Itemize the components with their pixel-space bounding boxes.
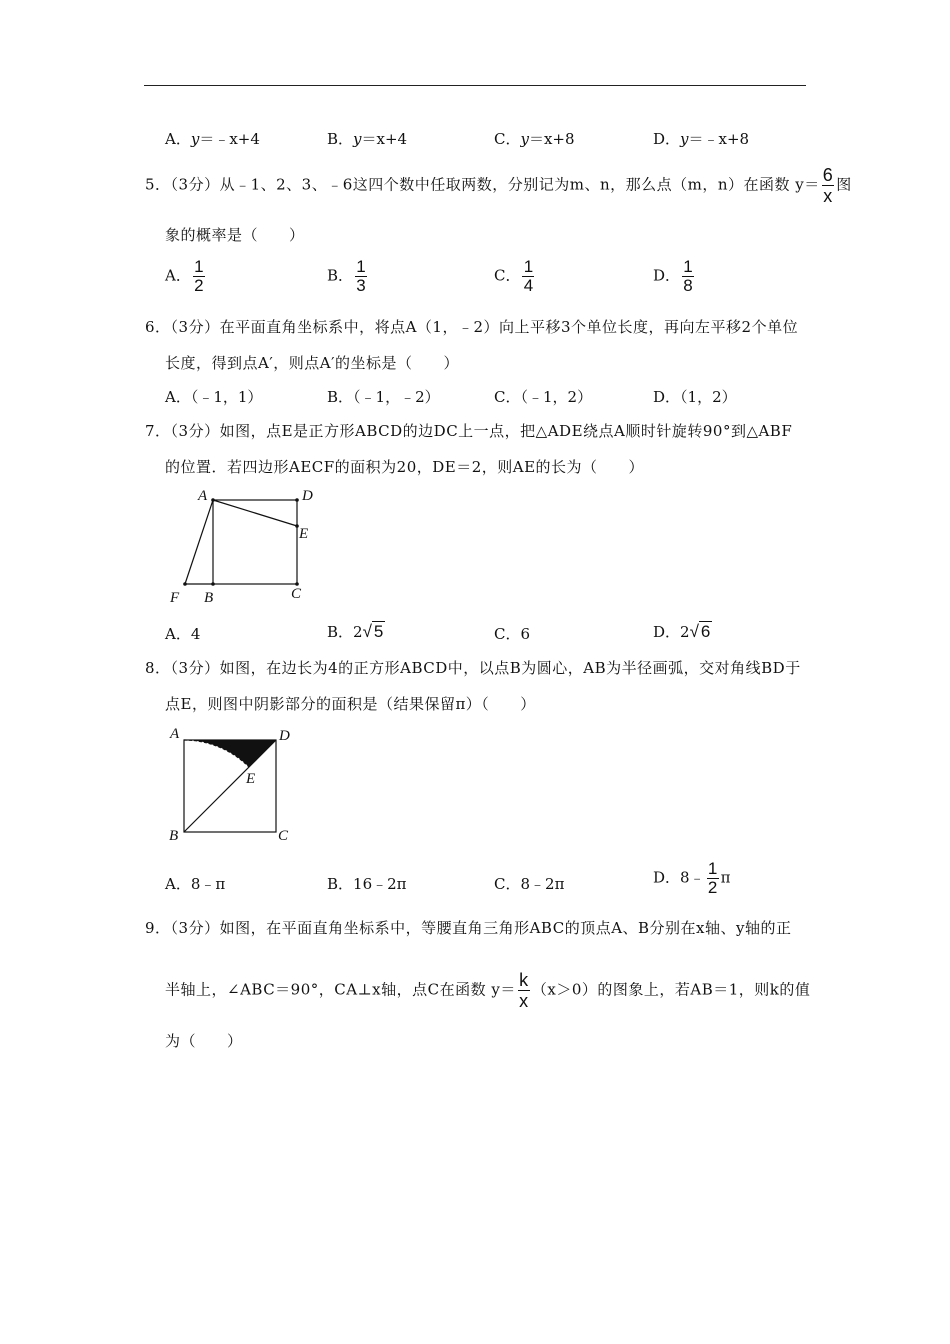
q7-stem-line2: 的位置．若四边形AECF的面积为20，DE＝2，则AE的长为（ ）: [165, 458, 645, 476]
q8-option-a[interactable]: A．8﹣π: [165, 875, 226, 893]
q5-option-a[interactable]: A． $\frac{1}{2}$: [165, 257, 204, 295]
q7-segment-af: [185, 500, 213, 584]
q5-option-a-fraction: $\frac{1}{2}$: [194, 257, 204, 295]
q7-segment-ae: [213, 500, 297, 526]
q9-stem-line2: 半轴上，∠ABC＝90°，CA⊥x轴，点C在函数 y＝ $\frac{k}{x}$ （x＞0）的图象上，若AB＝1，则k的值: [165, 970, 811, 1011]
q7-stem-line1: 7．（3分）如图，点E是正方形ABCD的边DC上一点，把△ADE绕点A顺时针旋转90°到△ABF: [145, 422, 793, 440]
q8-option-d[interactable]: D．8﹣ $\frac{1}{2}$ π: [653, 859, 731, 897]
q8-option-c[interactable]: C．8﹣2π: [494, 875, 565, 893]
q4-option-d[interactable]: D．y＝﹣x+8: [653, 130, 750, 148]
q5-option-b[interactable]: B． $\frac{1}{3}$: [327, 257, 366, 295]
q9-stem-line3: 为（ ）: [165, 1032, 243, 1050]
q8-label-c: C: [278, 828, 289, 844]
q8-stem-line1: 8．（3分）如图，在边长为4的正方形ABCD中，以点B为圆心，AB为半径画弧，交对角线BD于: [145, 659, 801, 677]
header-rule: [144, 85, 806, 86]
q8-label-a: A: [170, 726, 180, 742]
q7-label-e: E: [299, 526, 309, 542]
q7-label-a: A: [198, 488, 208, 504]
q4-option-c[interactable]: C．y＝x+8: [494, 130, 575, 148]
sqrt-symbol: √ 5: [362, 622, 384, 641]
q6-stem-line2: 长度，得到点A′，则点A′的坐标是（ ）: [165, 354, 459, 372]
q5-function-fraction: $\frac{6}{x}$: [822, 165, 834, 206]
q8-label-d: D: [279, 728, 290, 744]
q6-option-b[interactable]: B．（﹣1，﹣2）: [327, 388, 440, 406]
q8-option-d-fraction: $\frac{1}{2}$: [707, 859, 718, 897]
q8-option-b[interactable]: B．16﹣2π: [327, 875, 407, 893]
q7-option-c[interactable]: C．6: [494, 625, 531, 643]
q5-option-d[interactable]: D． $\frac{1}{8}$: [653, 257, 693, 295]
q7-figure: [160, 480, 330, 610]
q7-option-b[interactable]: B．2√ 5: [327, 622, 384, 641]
q8-diagonal-bd: [184, 740, 276, 832]
q5-option-c-fraction: $\frac{1}{4}$: [523, 257, 534, 295]
q5-option-d-fraction: $\frac{1}{8}$: [683, 257, 693, 295]
q6-option-a[interactable]: A．（﹣1，1）: [165, 388, 263, 406]
q6-option-d[interactable]: D．（1，2）: [653, 388, 737, 406]
q5-stem-line2: 象的概率是（ ）: [165, 226, 305, 244]
q7-option-a[interactable]: A．4: [165, 625, 201, 643]
q6-option-c[interactable]: C．（﹣1，2）: [494, 388, 593, 406]
q8-label-e: E: [246, 771, 256, 787]
q6-stem-line1: 6．（3分）在平面直角坐标系中，将点A（1，﹣2）向上平移3个单位长度，再向左平移2个单位: [145, 318, 799, 336]
q5-stem-line1: 5．（3分）从﹣1、2、3、﹣6这四个数中任取两数，分别记为m、n，那么点（m，n）在函数 y＝ $\frac{6}{x}$ 图: [145, 165, 852, 206]
q5-option-b-fraction: $\frac{1}{3}$: [356, 257, 366, 295]
q4-option-b[interactable]: B．y＝x+4: [327, 130, 408, 148]
q9-function-fraction: $\frac{k}{x}$: [519, 970, 529, 1011]
q7-label-b: B: [204, 590, 214, 606]
q7-option-d[interactable]: D．2√ 6: [653, 622, 711, 641]
sqrt-symbol: √ 6: [689, 622, 711, 641]
q8-stem-line2: 点E，则图中阴影部分的面积是（结果保留π）（ ）: [165, 695, 536, 713]
q9-stem-line1: 9．（3分）如图，在平面直角坐标系中，等腰直角三角形ABC的顶点A、B分别在x轴、y轴的正: [145, 919, 792, 937]
q8-label-b: B: [169, 828, 179, 844]
q8-figure: [160, 720, 310, 850]
q4-option-a[interactable]: A．y＝﹣x+4: [165, 130, 260, 148]
q7-label-d: D: [302, 488, 313, 504]
q7-label-f: F: [170, 590, 180, 606]
q7-label-c: C: [291, 586, 302, 602]
q5-option-c[interactable]: C． $\frac{1}{4}$: [494, 257, 534, 295]
